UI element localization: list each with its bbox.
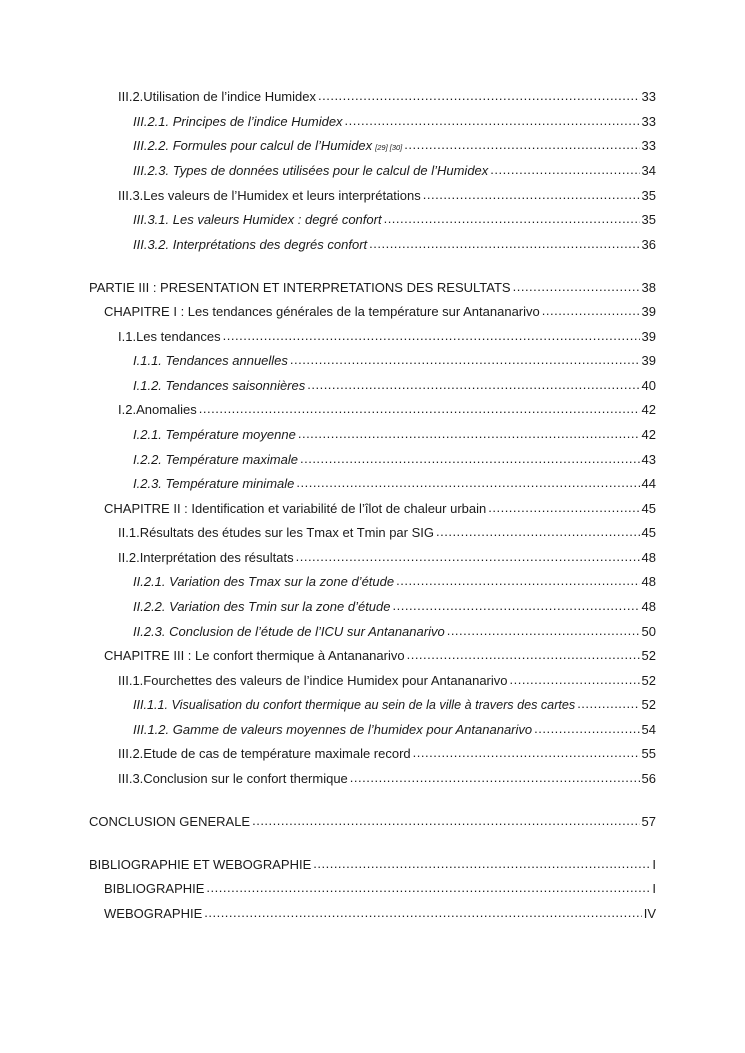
toc-entry[interactable] [89,814,656,830]
dot-leader [404,137,639,153]
dot-leader [396,573,639,589]
toc-page: 39 [641,353,656,368]
dot-leader [488,500,639,516]
toc-page: 48 [641,574,656,589]
toc-page: 43 [641,452,656,467]
toc-entry[interactable] [118,525,656,541]
toc-entry[interactable] [133,114,656,130]
toc-page: IV [643,906,656,921]
toc-number: II.2. [118,550,140,565]
dot-leader [577,696,639,712]
dot-leader [298,426,640,442]
toc-entry[interactable] [118,550,656,566]
toc-number: III.1. [118,673,144,688]
toc-page: 52 [641,648,656,663]
dot-leader [252,813,639,829]
toc-entry[interactable] [104,906,656,922]
dot-leader [296,549,640,565]
toc-entry[interactable] [133,378,656,394]
toc-title: Fourchettes des valeurs de l’indice Humidex pour Antananarivo [143,673,508,688]
dot-leader [534,721,639,737]
toc-page: 50 [641,624,656,639]
dot-leader [345,113,640,129]
dot-leader [423,187,640,203]
toc-title: PARTIE III : PRESENTATION ET INTERPRETATIONS DES RESULTATS [89,280,511,295]
toc-page: 45 [641,525,656,540]
toc-page: 48 [641,550,656,565]
toc-title: II.2.3. Conclusion de l’étude de l’ICU sur Antananarivo [133,624,445,639]
toc-title: Etude de cas de température maximale record [143,746,411,761]
toc-title: Les valeurs de l’Humidex et leurs interprétations [143,188,421,203]
toc-entry[interactable] [89,857,656,873]
toc-entry[interactable] [118,673,656,689]
dot-leader [510,672,640,688]
dot-leader [393,598,640,614]
dot-leader [318,88,640,104]
toc-title: III.2.3. Types de données utilisées pour le calcul de l’Humidex [133,163,489,178]
toc-page: 39 [641,304,656,319]
dot-leader [313,856,650,872]
toc-title: I.2.3. Température minimale [133,476,295,491]
toc-page: I [652,857,656,872]
toc-entry[interactable] [118,402,656,418]
toc-number: I.1. [118,329,137,344]
dot-leader [206,880,650,896]
toc-page: 55 [641,746,656,761]
toc-title: BIBLIOGRAPHIE [104,881,205,896]
toc-number: III.3. [118,771,144,786]
dot-leader [290,352,640,368]
toc-title: I.1.1. Tendances annuelles [133,353,288,368]
toc-page: 52 [641,673,656,688]
toc-page: 42 [641,402,656,417]
toc-entry[interactable] [89,280,656,296]
toc-page: I [652,881,656,896]
toc-page: 45 [641,501,656,516]
toc-title: II.2.1. Variation des Tmax sur la zone d’étude [133,574,395,589]
dot-leader [513,279,640,295]
toc-page: 42 [641,427,656,442]
toc-entry[interactable] [133,452,656,468]
dot-leader [436,524,640,540]
toc-title: CONCLUSION GENERALE [89,814,251,829]
toc-page: 33 [641,138,656,153]
toc-page: 48 [641,599,656,614]
toc-title: Interprétation des résultats [139,550,294,565]
toc-title: III.1.2. Gamme de valeurs moyennes de l’humidex pour Antananarivo [133,722,533,737]
toc-entry[interactable] [133,476,656,492]
toc-title: CHAPITRE III : Le confort thermique à Antananarivo [104,648,405,663]
toc-title: WEBOGRAPHIE [104,906,203,921]
toc-title: II.2.2. Variation des Tmin sur la zone d’étude [133,599,391,614]
dot-leader [223,328,640,344]
toc-entry[interactable] [104,304,656,320]
toc-entry[interactable] [104,501,656,517]
toc-entry[interactable] [133,212,656,228]
toc-entry[interactable]: III.2.2. Formules pour calcul de l’Humidex [29] [30] ..... 33 [133,138,656,154]
toc-entry[interactable] [133,237,656,253]
dot-leader [296,475,639,491]
toc-entry[interactable] [133,574,656,590]
toc-page: 44 [641,476,656,491]
toc-entry[interactable] [118,746,656,762]
dot-leader [490,162,639,178]
toc-title: I.2.1. Température moyenne [133,427,296,442]
toc-page: 56 [641,771,656,786]
toc-number: I.2. [118,402,137,417]
toc-page: 39 [641,329,656,344]
toc-title: Résultats des études sur les Tmax et Tmin par SIG [139,525,434,540]
dot-leader [384,211,640,227]
toc-title: III.1.1. Visualisation du confort thermique au sein de la ville à travers des cartes [133,698,576,712]
toc-title: CHAPITRE II : Identification et variabilité de l’îlot de chaleur urbain [104,501,487,516]
toc-page: 35 [641,212,656,227]
toc-entry[interactable] [118,188,656,204]
toc-page: 54 [641,722,656,737]
toc-title: III.3.2. Interprétations des degrés confort [133,237,368,252]
dot-leader [369,236,639,252]
toc-entry[interactable] [133,722,656,738]
toc-entry[interactable] [104,881,656,897]
toc-title: I.1.2. Tendances saisonnières [133,378,306,393]
toc-entry[interactable] [118,89,656,105]
dot-leader [413,745,640,761]
toc-title: Anomalies [136,402,197,417]
toc-entry[interactable] [118,329,656,345]
toc-page: 38 [641,280,656,295]
toc-page: 57 [641,814,656,829]
toc-entry[interactable] [104,648,656,664]
toc-page: 34 [641,163,656,178]
dot-leader [199,401,640,417]
toc-title: III.2.1. Principes de l’indice Humidex [133,114,343,129]
toc-entry[interactable] [133,353,656,369]
toc-entry[interactable] [133,599,656,615]
toc-page: 52 [641,697,656,712]
dot-leader [300,451,640,467]
toc-page: 35 [641,188,656,203]
toc-entry[interactable] [133,427,656,443]
toc-number: III.3. [118,188,144,203]
toc-title: Les tendances [136,329,221,344]
toc-title: Conclusion sur le confort thermique [143,771,348,786]
dot-leader [350,770,640,786]
toc-page: 33 [641,114,656,129]
toc-title: III.2.2. Formules pour calcul de l’Humidex [133,138,373,153]
dot-leader [407,647,640,663]
toc-title: CHAPITRE I : Les tendances générales de la température sur Antananarivo [104,304,540,319]
toc-title: BIBLIOGRAPHIE ET WEBOGRAPHIE [89,857,312,872]
toc-page: 33 [641,89,656,104]
toc-page: 36 [641,237,656,252]
toc-entry[interactable] [133,624,656,640]
dot-leader [447,623,640,639]
toc-title: I.2.2. Température maximale [133,452,298,467]
toc-number: III.2. [118,89,144,104]
toc-entry[interactable] [133,697,656,713]
dot-leader [204,905,641,921]
toc-title: Utilisation de l’indice Humidex [143,89,316,104]
toc-entry[interactable] [118,771,656,787]
toc-entry[interactable] [133,163,656,179]
dot-leader [542,303,640,319]
toc-title: III.3.1. Les valeurs Humidex : degré confort [133,212,382,227]
dot-leader [307,377,639,393]
toc-number: III.2. [118,746,144,761]
toc-number: II.1. [118,525,140,540]
toc-page: 40 [641,378,656,393]
